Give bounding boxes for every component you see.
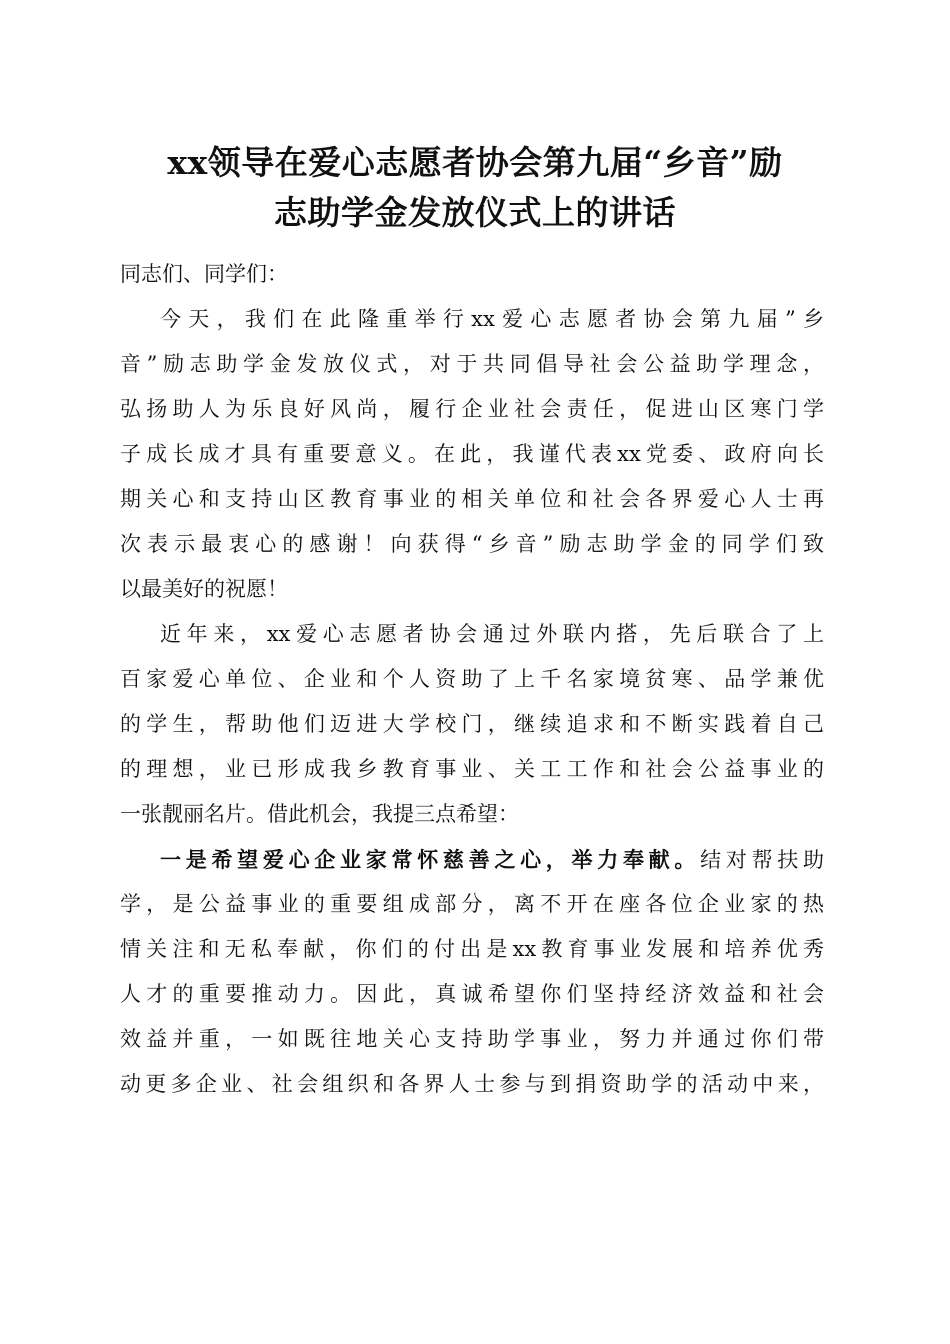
paragraph-3-line: 情关注和无私奉献，你们的付出是xx教育事业发展和培养优秀 bbox=[120, 937, 824, 961]
document-body bbox=[120, 252, 824, 1107]
paragraph-1-line: 期关心和支持山区教育事业的相关单位和社会各界爱心人士再 bbox=[120, 487, 824, 511]
paragraph-3-lead-rest: 结对帮扶助 bbox=[700, 848, 825, 872]
paragraph-1-line: 音”励志助学金发放仪式，对于共同倡导社会公益助学理念， bbox=[120, 352, 824, 376]
paragraph-3-line: 人才的重要推动力。因此，真诚希望你们坚持经济效益和社会 bbox=[120, 982, 824, 1006]
paragraph-1-line: 弘扬助人为乐良好风尚，履行企业社会责任，促进山区寒门学 bbox=[120, 397, 824, 421]
title-line: xx领导在爱心志愿者协会第九届“乡音”励 bbox=[167, 143, 783, 182]
paragraph-1-line: 今天，我们在此隆重举行xx爱心志愿者协会第九届”乡 bbox=[160, 307, 824, 331]
paragraph-2-line: 百家爱心单位、企业和个人资助了上千名家境贫寒、品学兼优 bbox=[120, 667, 824, 691]
paragraph-3-line: 学，是公益事业的重要组成部分，离不开在座各位企业家的热 bbox=[120, 892, 824, 916]
paragraph-2-line: 一张靓丽名片。借此机会，我提三点希望： bbox=[120, 802, 519, 826]
salutation: 同志们、同学们： bbox=[120, 262, 288, 286]
paragraph-2-line: 近年来，xx爱心志愿者协会通过外联内搭，先后联合了上 bbox=[160, 622, 824, 646]
paragraph-3-line: 效益并重，一如既往地关心支持助学事业，努力并通过你们带 bbox=[120, 1027, 824, 1051]
paragraph-3-lead: 一是希望爱心企业家常怀慈善之心，举力奉献。 bbox=[160, 847, 701, 872]
paragraph-2-line: 的学生，帮助他们迈进大学校门，继续追求和不断实践着自己 bbox=[120, 712, 824, 736]
paragraph-3-first-line bbox=[120, 837, 824, 882]
paragraph-1-line: 以最美好的祝愿！ bbox=[120, 577, 288, 601]
document-title bbox=[118, 138, 832, 238]
paragraph-1-line: 次表示最衷心的感谢！向获得“乡音”励志助学金的同学们致 bbox=[120, 532, 824, 556]
title-line: 志助学金发放仪式上的讲话 bbox=[274, 193, 676, 232]
paragraph-2-line: 的理想，业已形成我乡教育事业、关工工作和社会公益事业的 bbox=[120, 757, 824, 781]
paragraph-1-line: 子成长成才具有重要意义。在此，我谨代表xx党委、政府向长 bbox=[120, 442, 824, 466]
paragraph-3-line: 动更多企业、社会组织和各界人士参与到捐资助学的活动中来， bbox=[120, 1072, 824, 1096]
